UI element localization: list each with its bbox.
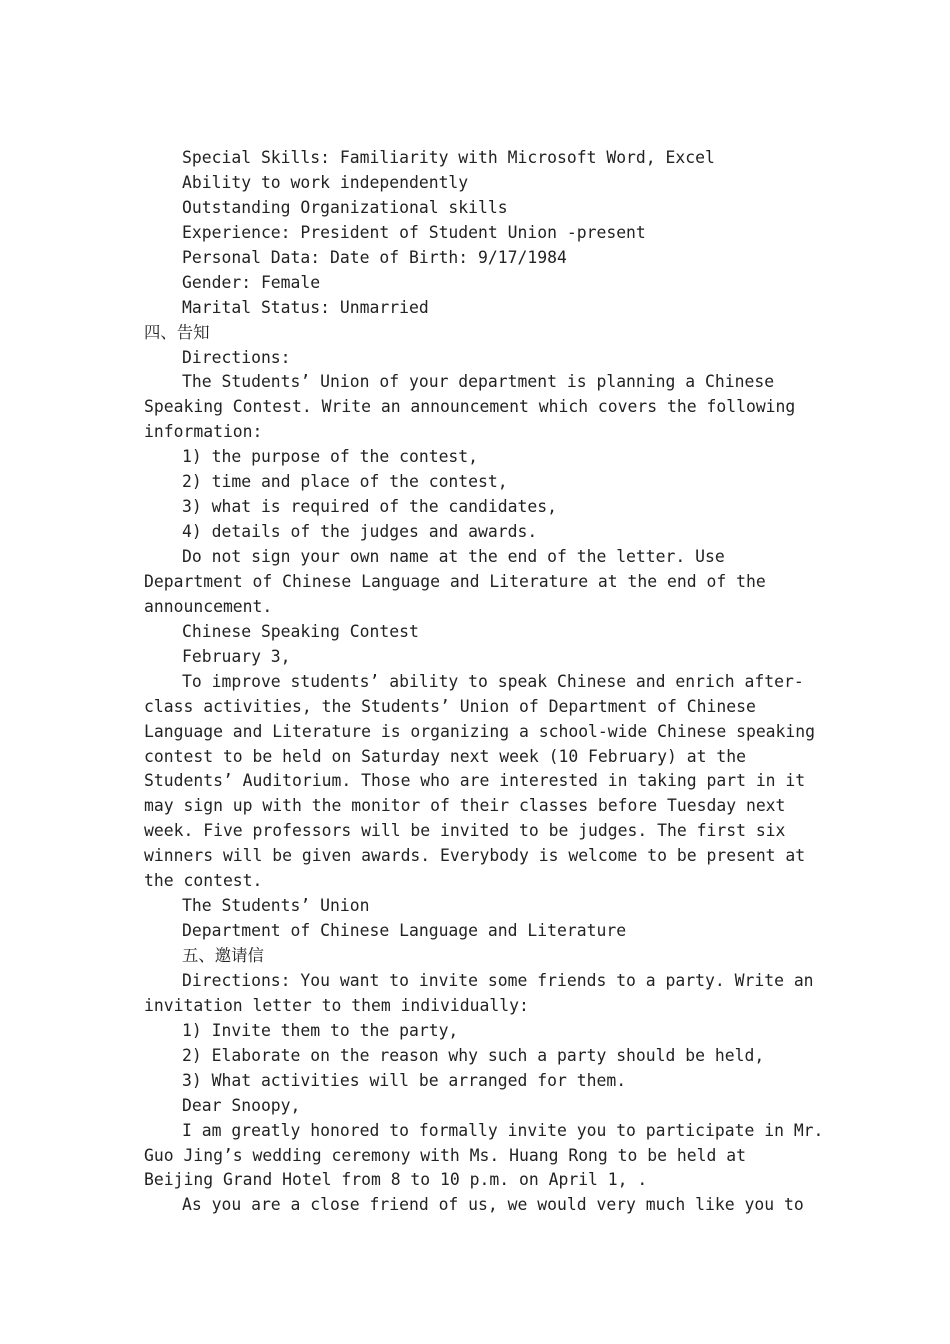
text-line: Directions: You want to invite some friends to a party. Write an [182, 970, 814, 990]
text-line: Beijing Grand Hotel from 8 to 10 p.m. on April 1, . [144, 1170, 648, 1190]
text-line: February 3, [182, 646, 291, 666]
text-line: 3) what is required of the candidates, [182, 497, 557, 517]
text-line: may sign up with the monitor of their classes before Tuesday next [144, 796, 786, 816]
text-line: information: [144, 422, 263, 442]
text-line: Students’ Auditorium. Those who are interested in taking part in it [144, 771, 806, 791]
text-line: 1) the purpose of the contest, [182, 447, 479, 467]
text-line: winners will be given awards. Everybody is welcome to be present at [144, 846, 806, 866]
text-line: Personal Data: Date of Birth: 9/17/1984 [182, 247, 567, 267]
text-line: Experience: President of Student Union -present [182, 222, 646, 242]
text-line: Guo Jing’s wedding ceremony with Ms. Huang Rong to be held at [144, 1145, 746, 1165]
document-body [144, 146, 824, 1218]
text-line: Speaking Contest. Write an announcement which covers the following [144, 397, 796, 417]
text-line: To improve students’ ability to speak Chinese and enrich after- [182, 671, 804, 691]
text-line: invitation letter to them individually: [144, 995, 529, 1015]
text-line: Language and Literature is organizing a school-wide Chinese speaking [144, 721, 816, 741]
text-line: Gender: Female [182, 272, 321, 292]
text-line: 2) Elaborate on the reason why such a party should be held, [182, 1045, 765, 1065]
text-line: Chinese Speaking Contest [182, 621, 419, 641]
text-line: Dear Snoopy, [182, 1095, 301, 1115]
text-line: Department of Chinese Language and Literature at the end of the [144, 571, 766, 591]
text-line: 3) What activities will be arranged for them. [182, 1070, 627, 1090]
text-line: Marital Status: Unmarried [182, 297, 429, 317]
section-heading: 五、邀请信 [182, 946, 264, 965]
text-line: 1) Invite them to the party, [182, 1020, 459, 1040]
text-line: the contest. [144, 871, 263, 891]
text-line: 4) details of the judges and awards. [182, 522, 538, 542]
text-line: I am greatly honored to formally invite you to participate in Mr. [182, 1120, 824, 1140]
text-line: The Students’ Union [182, 896, 370, 916]
text-line: Ability to work independently [182, 172, 469, 192]
text-line: contest to be held on Saturday next week (10 February) at the [144, 746, 746, 766]
text-line: announcement. [144, 596, 273, 616]
text-line: The Students’ Union of your department is planning a Chinese [182, 372, 775, 392]
text-line: week. Five professors will be invited to be judges. The first six [144, 821, 786, 841]
text-line: Do not sign your own name at the end of the letter. Use [182, 547, 725, 566]
text-line: Special Skills: Familiarity with Microsoft Word, Excel [182, 148, 715, 167]
section-heading: 四、告知 [144, 322, 210, 342]
text-line: Outstanding Organizational skills [182, 197, 508, 217]
text-line: As you are a close friend of us, we would very much like you to [182, 1195, 804, 1215]
text-line: Directions: [182, 347, 291, 367]
text-line: class activities, the Students’ Union of Department of Chinese [144, 696, 756, 716]
text-line: 2) time and place of the contest, [182, 472, 508, 492]
text-line: Department of Chinese Language and Literature [182, 921, 627, 941]
